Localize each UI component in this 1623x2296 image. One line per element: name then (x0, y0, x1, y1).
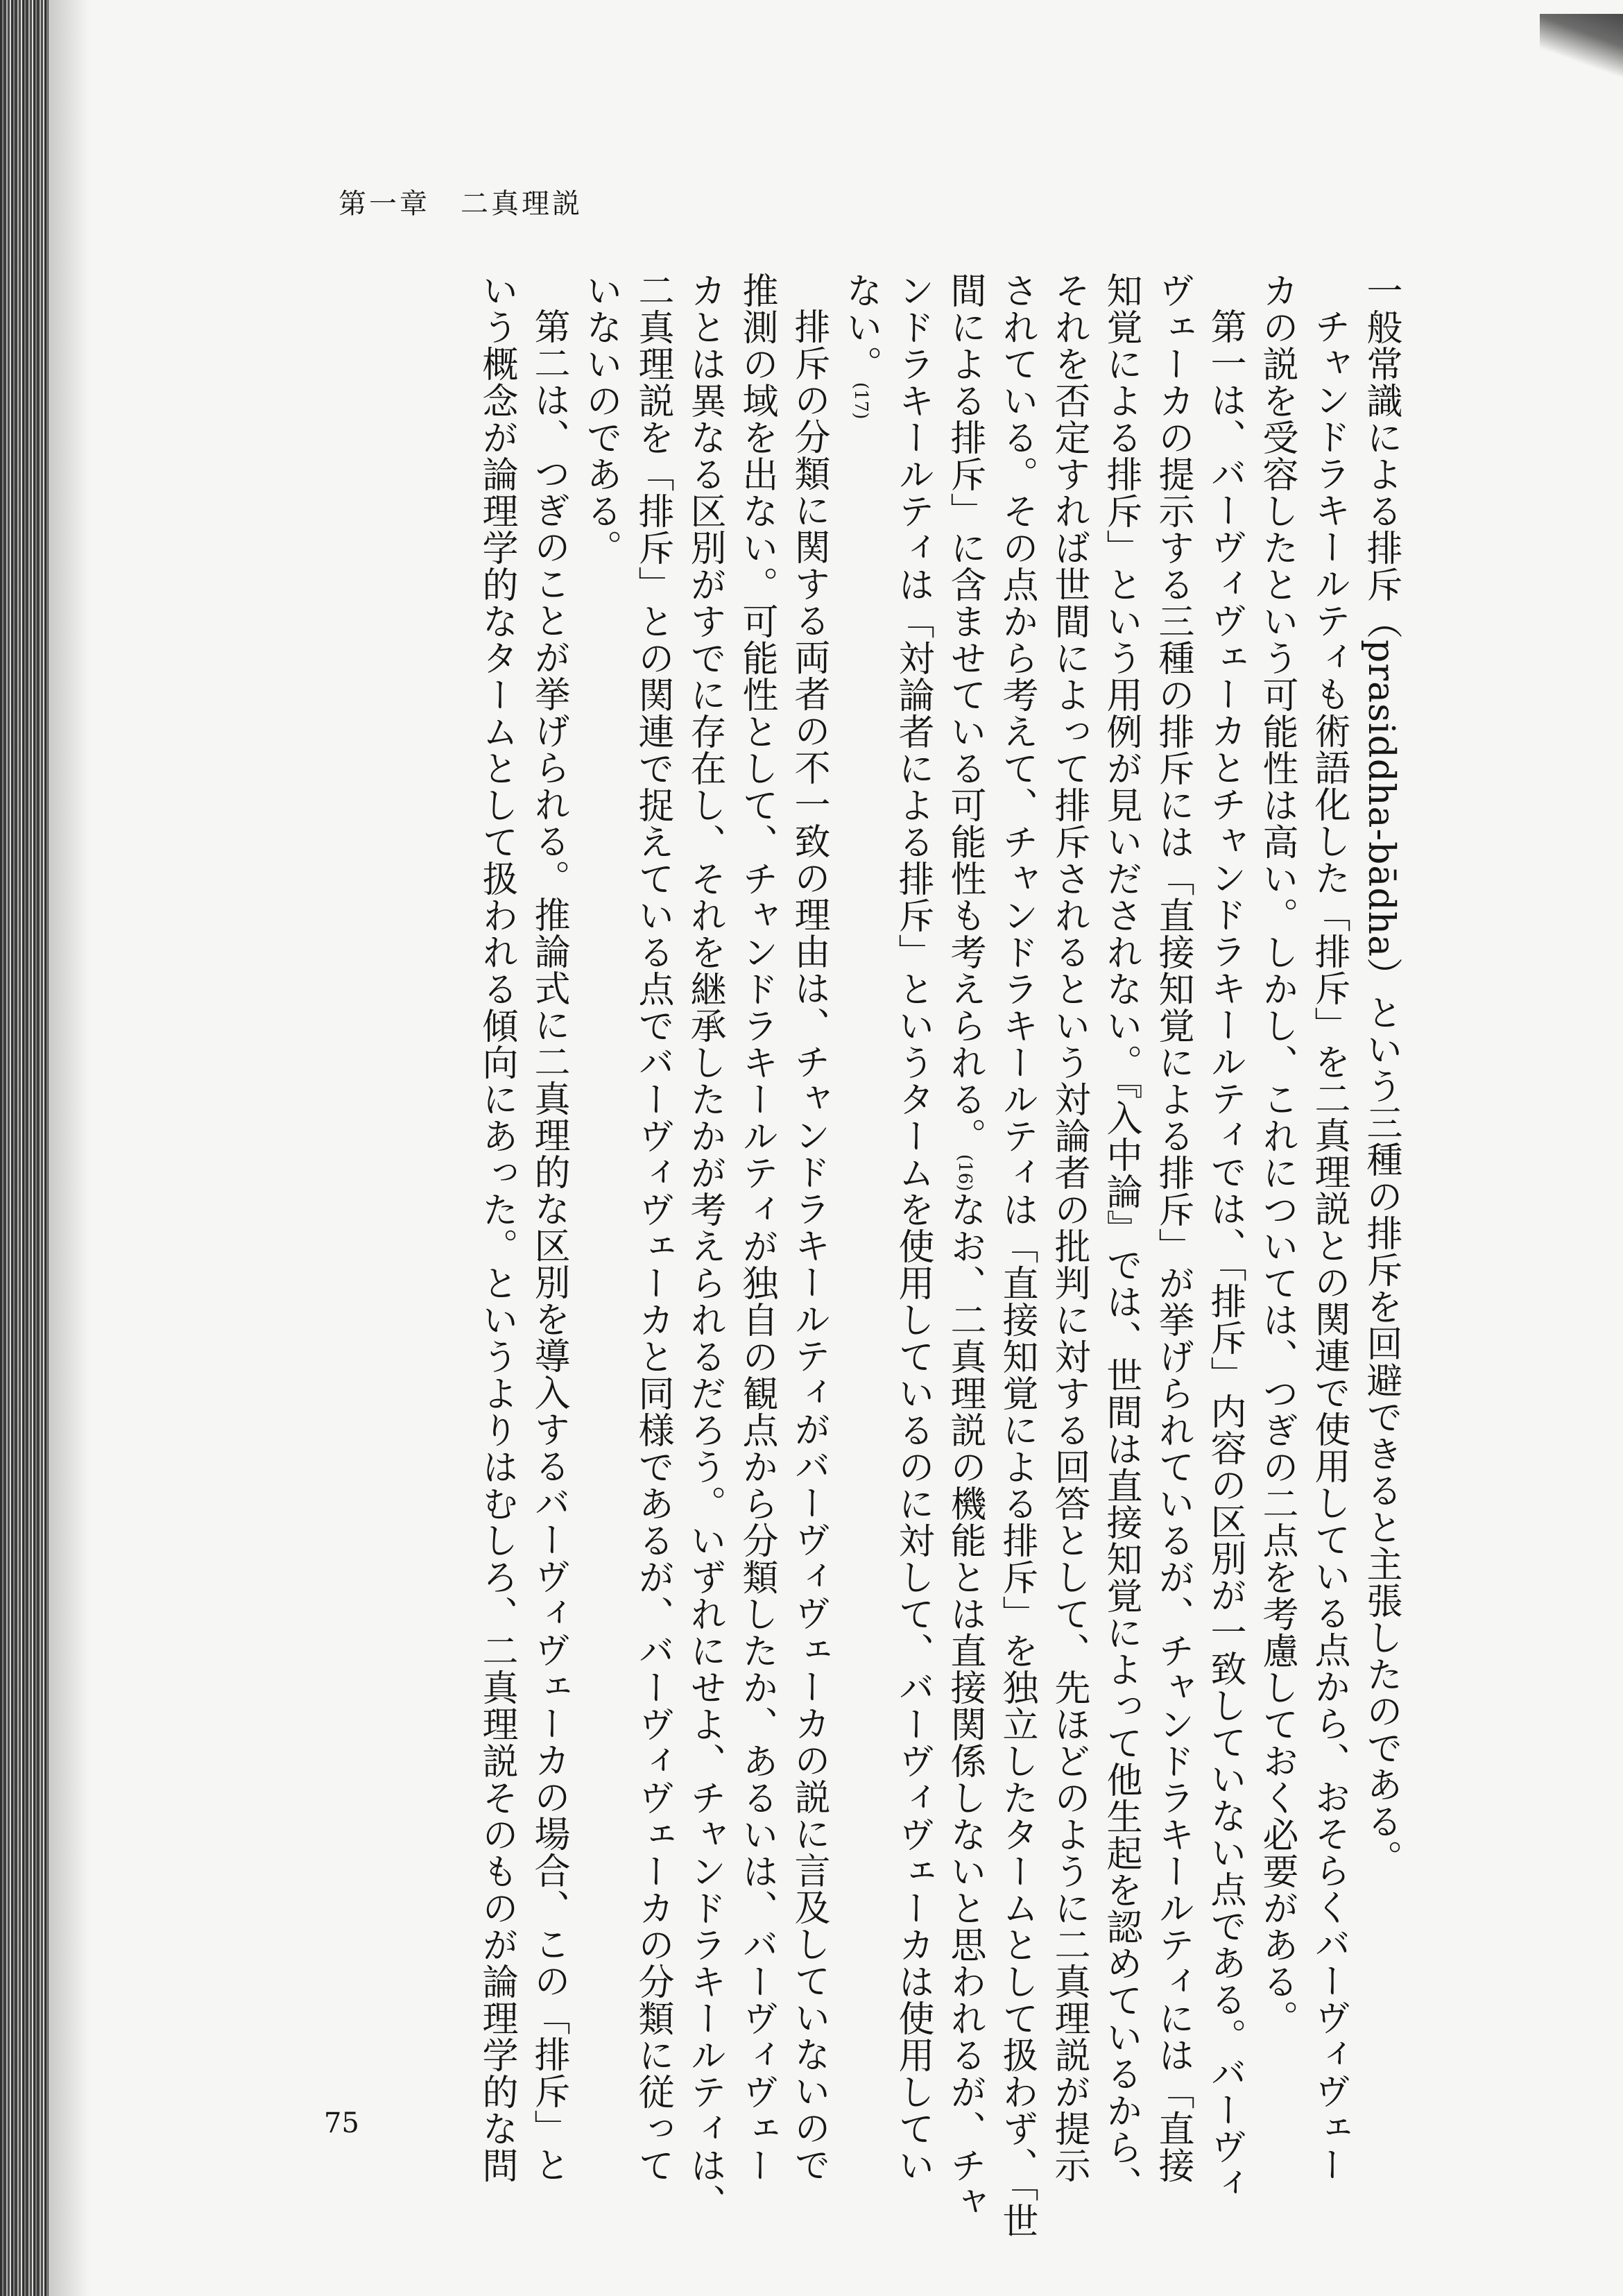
footnote-marker-16[interactable]: (16) (954, 1154, 975, 1192)
text-column: ヴェーカの提示する三種の排斥には「直接知覚による排斥」が挙げられているが、チャンドラキールティには「直接 (1152, 272, 1194, 2184)
body-text (470, 272, 1407, 2296)
text-column: 第一は、バーヴィヴェーカとチャンドラキールティでは、「排斥」内容の区別が一致していない点である。バーヴィ (1204, 308, 1246, 2202)
text-column: 推測の域を出ない。可能性として、チャンドラキールティが独自の観点から分類したか、あるいは、バーヴィヴェー (736, 272, 778, 2184)
text-segment: なお、二真理説の機能とは直接関係しないと思われるが、チャ (944, 1191, 986, 2221)
text-column: いないのである。 (580, 272, 621, 566)
page-number: 75 (324, 2107, 359, 2139)
text-column: チャンドラキールティも術語化した「排斥」を二真理説との関連で使用している点から、おそらくバーヴィヴェー (1308, 308, 1350, 2183)
text-column: いう概念が論理学的なタームとして扱われる傾向にあった。というよりはむしろ、二真理説そのものが論理学的な問 (476, 272, 517, 2184)
scan-corner-mark (1540, 14, 1623, 76)
text-column: 知覚による排斥」という用例が見いだされない。『入中論』では、世間は直接知覚によって他生起を認めているから、 (1100, 272, 1142, 2202)
text-column: 二真理説を「排斥」との関連で捉えている点でバーヴィヴェーカと同様であるが、バーヴィヴェーカの分類に従って (632, 272, 673, 2184)
text-column: 排斥の分類に関する両者の不一致の理由は、チャンドラキールティがバーヴィヴェーカの説に言及していないので (788, 308, 830, 2183)
text-column: 一般常識による排斥（prasiddha-bādha）という三種の排斥を回避できると主張したのである。 (1360, 272, 1402, 1877)
text-column: ンドラキールティは「対論者による排斥」というタームを使用しているのに対して、バーヴィヴェーカは使用してい (892, 272, 934, 2184)
text-column: カとは異なる区別がすでに存在し、それを継承したかが考えられるだろう。いずれにせよ、チャンドラキールティは、 (684, 272, 725, 2220)
text-column (834, 272, 886, 2296)
text-column: カの説を受容したという可能性は高い。しかし、これについては、つぎの二点を考慮しておく必要がある。 (1256, 272, 1298, 2037)
text-column: 第二は、つぎのことが挙げられる。推論式に二真理的な区別を導入するバーヴィヴェーカの場合、この「排斥」と (528, 308, 569, 2183)
text-column: それを否定すれば世間によって排斥されるという対論者の批判に対する回答として、先ほどのように二真理説が提示 (1048, 272, 1090, 2184)
text-column: されている。その点から考えて、チャンドラキールティは「直接知覚による排斥」を独立したタームとして扱わず、「世 (996, 272, 1038, 2239)
scan-binding-shadow (49, 0, 90, 2296)
footnote-marker-17[interactable]: (17) (850, 382, 871, 420)
text-column (938, 272, 990, 2296)
text-segment: 間による排斥」に含ませている可能性も考えられる。 (944, 272, 986, 1154)
scan-binding-edge (0, 0, 49, 2296)
text-segment: ない。 (840, 272, 882, 382)
running-header: 第一章 二真理説 (338, 188, 583, 220)
